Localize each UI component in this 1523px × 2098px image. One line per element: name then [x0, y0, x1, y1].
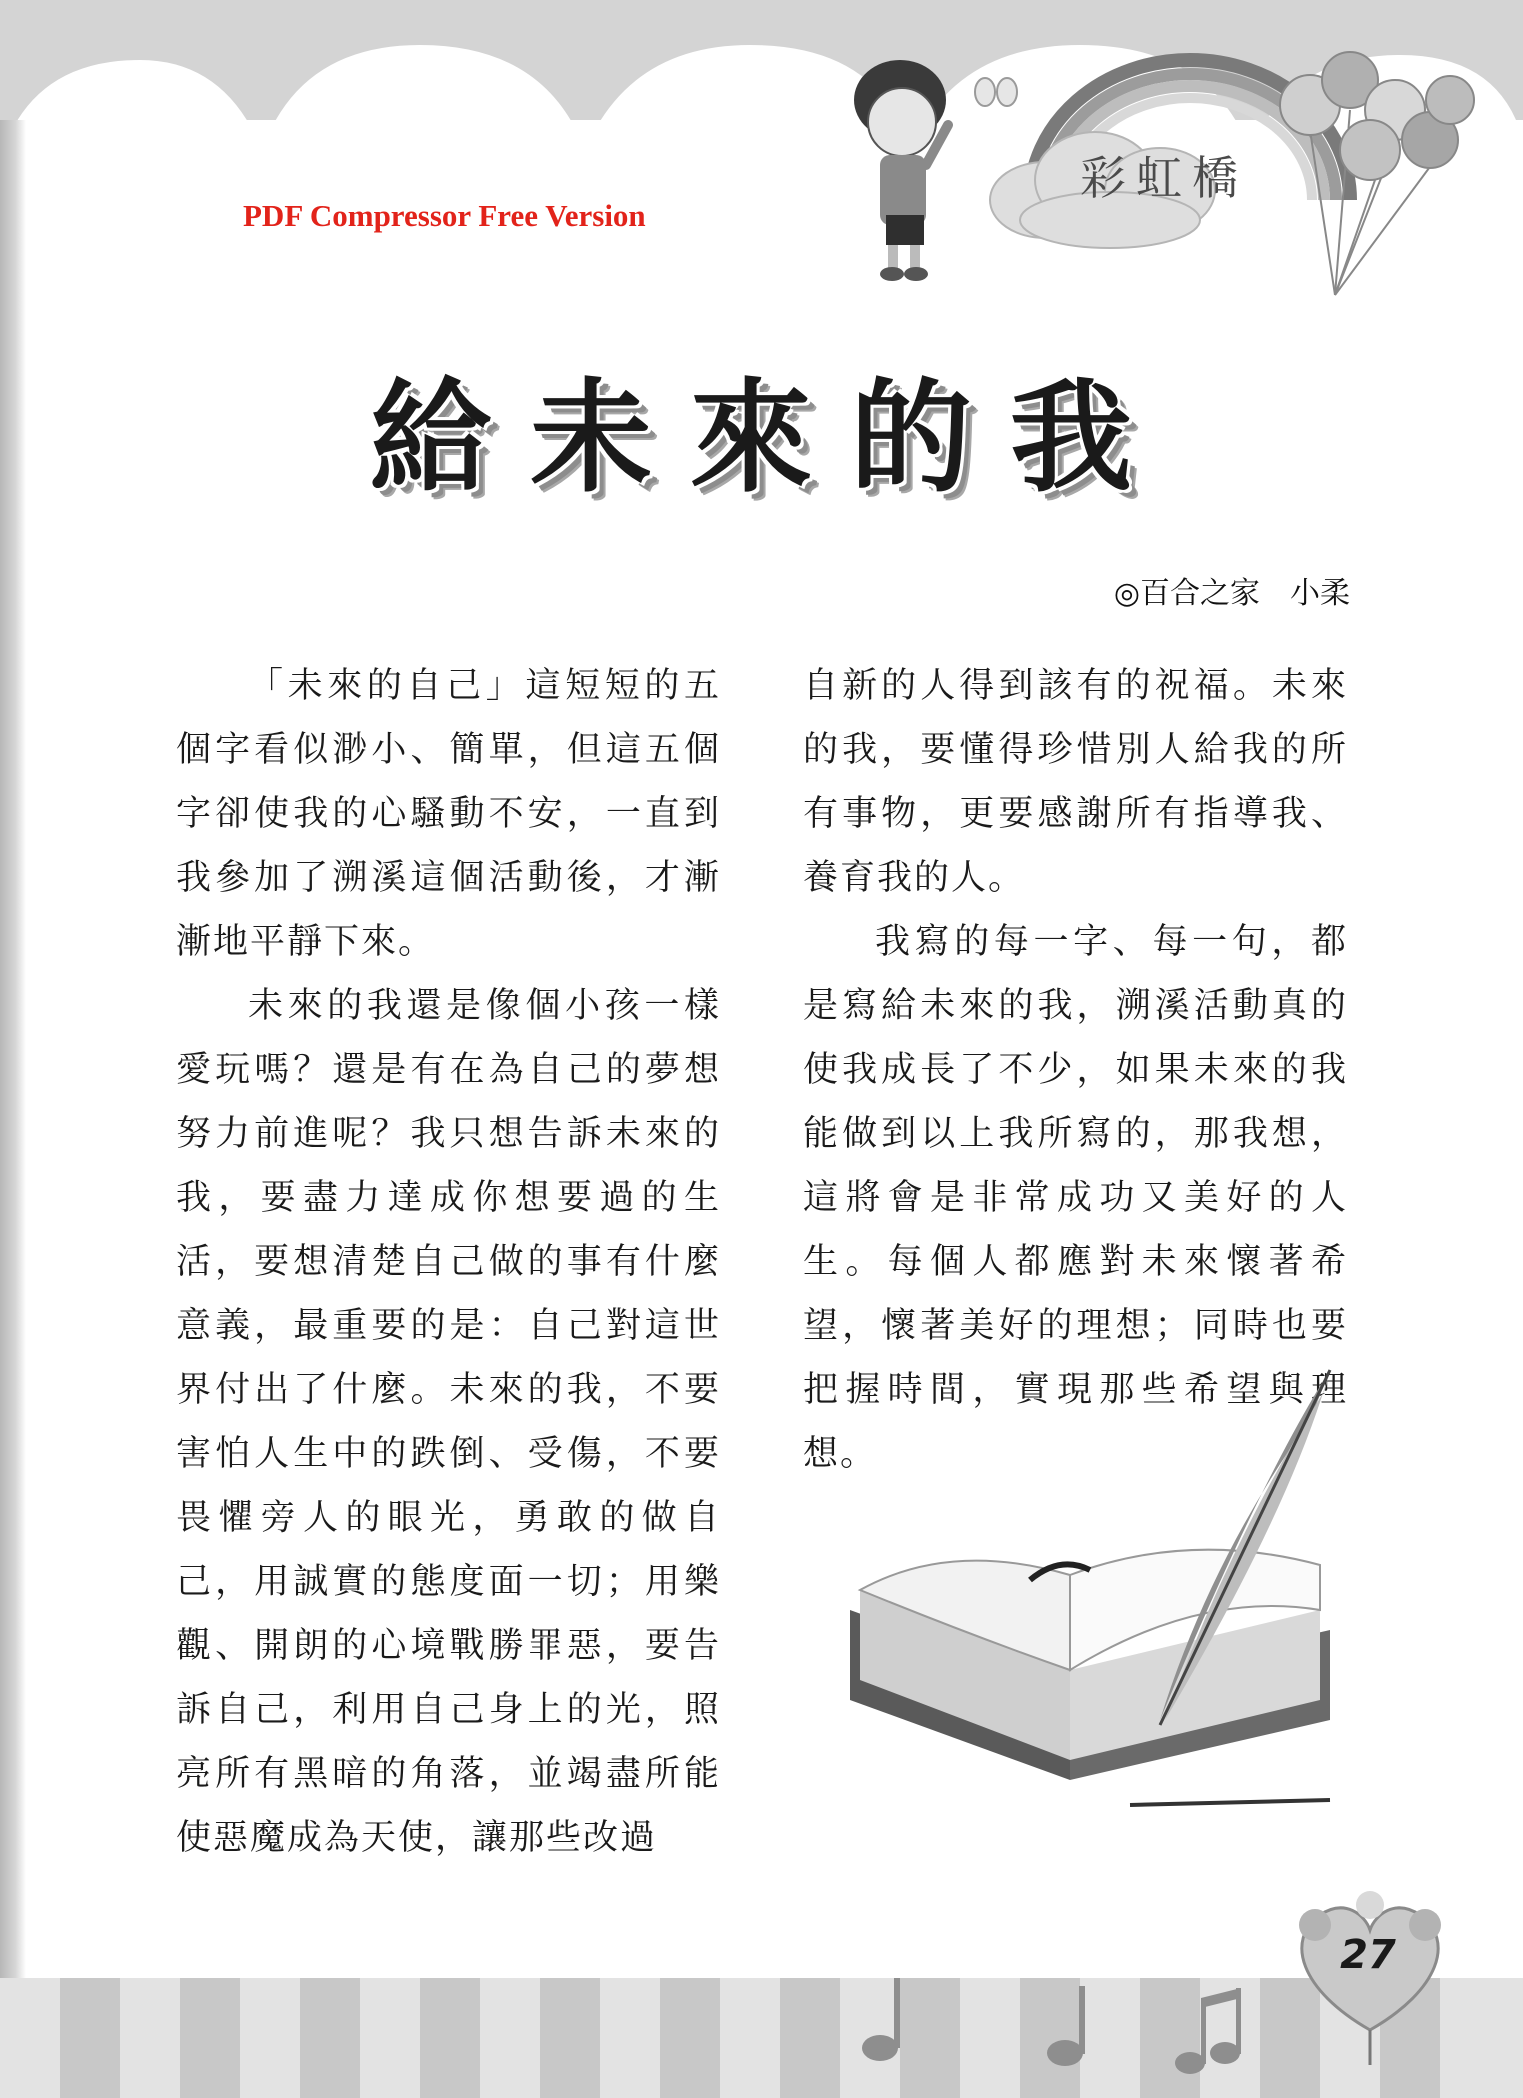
paragraph: 自新的人得到該有的祝福。未來的我，要懂得珍惜別人給我的所有事物，更要感謝所有指導我、養育我的人。	[803, 666, 1348, 898]
left-column	[176, 654, 721, 1870]
book-quill-icon	[830, 1360, 1350, 1820]
page-number: 27	[1340, 1932, 1396, 1978]
left-edge-texture	[0, 120, 26, 1980]
section-label: 彩虹橋	[1080, 151, 1248, 205]
article-title: 給未來的我	[370, 365, 1170, 509]
paragraph: 我寫的每一字、每一句，都是寫給未來的我，溯溪活動真的使我成長了不少，如果未來的我能做到以上我所寫的，那我想，這將會是非常成功又美好的人生。每個人都應對未來懷著希望，懷著美好的理想；同時也要把握時間，實現那些希望與理想。	[803, 922, 1348, 1474]
watermark-text: PDF Compressor Free Version	[243, 198, 646, 233]
paragraph: 未來的我還是像個小孩一樣愛玩嗎？還是有在為自己的夢想努力前進呢？我只想告訴未來的我，要盡力達成你想要過的生活，要想清楚自己做的事有什麼意義，最重要的是：自己對這世界付出了什麼。未來的我，不要害怕人生中的跌倒、受傷，不要畏懼旁人的眼光，勇敢的做自己，用誠實的態度面一切；用樂觀、開朗的心境戰勝罪惡，要告訴自己，利用自己身上的光，照亮所有黑暗的角落，並竭盡所能使惡魔成為天使，讓那些改過	[176, 986, 721, 1858]
girl-illustration-icon	[854, 60, 948, 281]
butterfly-icon	[975, 78, 1017, 106]
paragraph: 「未來的自己」這短短的五個字看似渺小、簡單，但這五個字卻使我的心騷動不安，一直到我參加了溯溪這個活動後，才漸漸地平靜下來。	[176, 666, 721, 962]
article-byline: ◎百合之家 小柔	[1113, 576, 1350, 611]
